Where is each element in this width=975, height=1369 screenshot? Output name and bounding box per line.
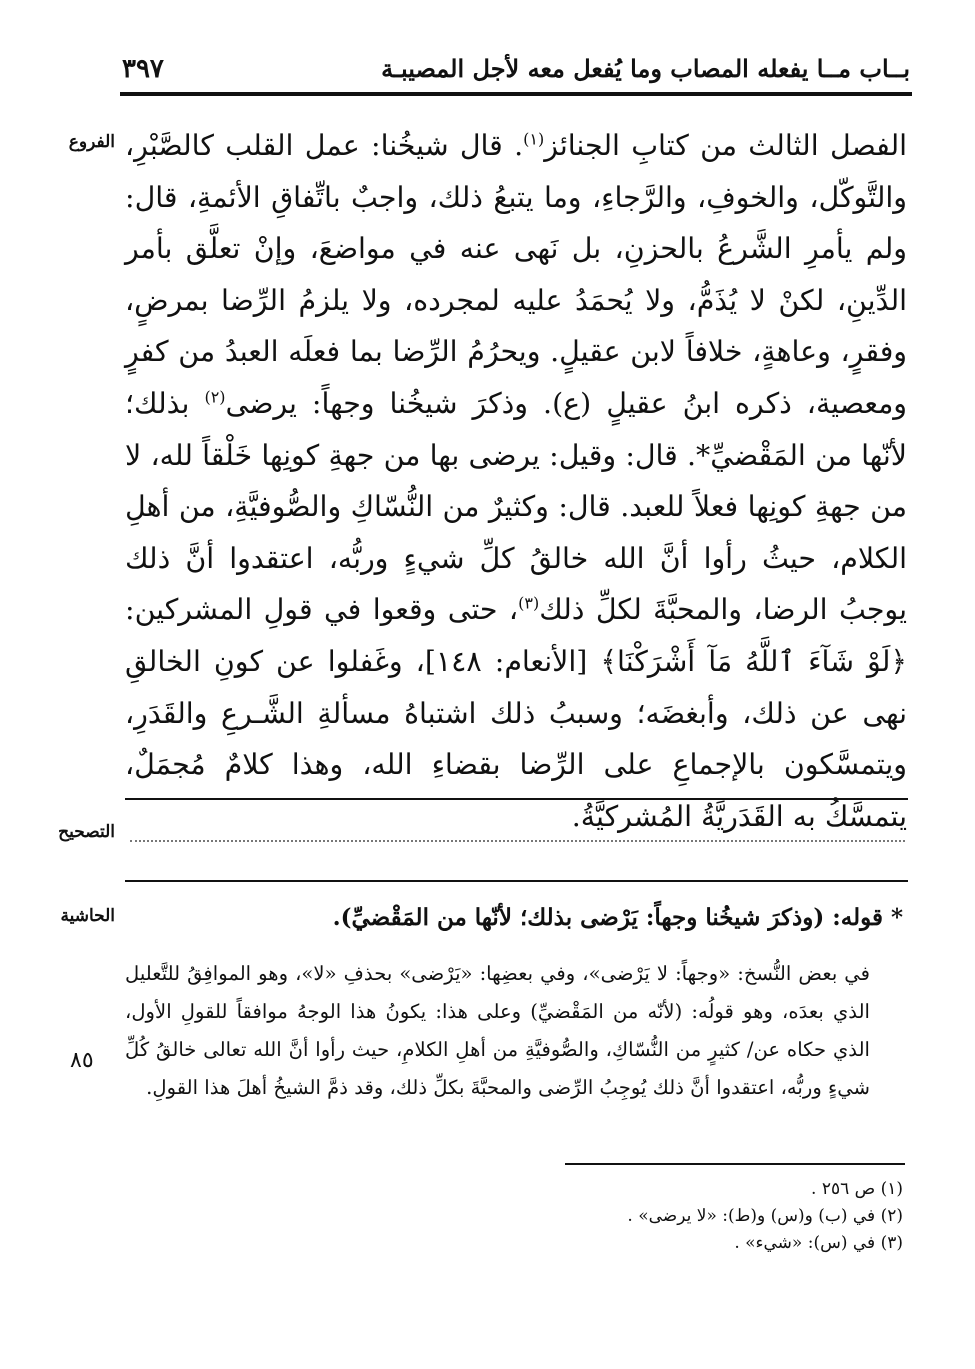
main-text	[125, 120, 907, 842]
header-divider	[120, 92, 912, 96]
footnotes	[303, 1176, 903, 1257]
footnote-1: (١) ص ٢٥٦ .	[811, 1179, 903, 1199]
section-label-furu: الفروع	[68, 132, 115, 152]
footnote-ref-1[interactable]: (١)	[523, 129, 545, 149]
section-label-hashiya: الحاشية	[60, 906, 115, 926]
footnote-ref-2[interactable]: (٢)	[204, 387, 226, 407]
main-text-segment: ، حتى وقعوا في قولِ المشركين: ﴿لَوْ شَآءَ ٱللَّهُ مَآ أَشْرَكْنَا﴾ [الأنعام: ١٤٨]، وغَفلوا عن كونِ الخالقِ نهى عن ذلك، وأبغضَه؛ وسببُ ذلك اشتباهُ مسألةِ الشَّـرعِ والقَدَرِ، ويتمسَّكون بالإجماعِ على الرِّضا بقضاءِ الله، وهذا كلامٌ مُجمَلٌ، يتمسَّكُ به القَدَريَّةُ المُشركيَّةُ.	[125, 593, 907, 833]
footnote-ref-3[interactable]: (٣)	[518, 593, 540, 613]
divider-bottom	[125, 880, 908, 882]
margin-number: ٨٥	[70, 1048, 94, 1073]
section-label-tashih: التصحيح	[58, 822, 115, 842]
main-text-segment: الفصل الثالث من كتابِ الجنائز	[544, 129, 907, 162]
chapter-title: بــاب مــا يفعله المصاب وما يُفعل معه لأجل المصيبـة	[381, 54, 910, 83]
footnote-3: (٣) في (س): «شيء» .	[734, 1233, 903, 1253]
main-text-segment: . قال شيخُنا: عمل القلب كالصَّبْرِ، والتَّوكّل، والخوفِ، والرَّجاءِ، وما يتبعُ ذلك، واجبٌ باتِّفاقِ الأئمةِ، قال: ولم يأمرِ الشَّرعُ بالحزنِ، بل نَهى عنه في مواضعَ، وإنْ تعلَّق بأمر الدِّينِ، لكنْ لا يُذَمُّ، ولا يُحمَدُ عليه لمجرده، ولا يلزمُ الرِّضا بمرضٍ، وفقرٍ، وعاهةٍ، خلافاً لابن عقيلٍ. ويحرُمُ الرِّضا بما فعلَه العبدُ من كفرٍ ومعصية، ذكره ابنُ عقيلٍ (ع). وذكرَ شيخُنا وجهاً: يرضى	[125, 129, 907, 420]
hashiya-body: في بعض النُّسخ: «وجهاً: لا يَرْضى»، وفي بعضِها: «يَرْضى» بحذفِ «لا»، وهو الموافِقُ للتَّعليل الذي بعدَه، وهو قولُه: (لأنّه من المَقْضيِّ) وعلى هذا: يكونُ هذا الوجهُ موافقاً للقولِ الأول، الذي حكاه عن/ كثيرٍ من النُّسّاكِ، والصُّوفيَّةِ من أهلِ الكلامِ، حيث رأوا أنَّ الله تعالى خالقُ كُلِّ شيءٍ وربُّه، اعتقدوا أنَّ ذلك يُوجِبُ الرِّضى والمحبَّةَ بكلِّ ذلك، وقد ذمَّ الشيخُ أهلَ هذا القولِ.	[125, 962, 870, 1099]
footnote-divider	[565, 1163, 905, 1165]
divider-top	[125, 798, 908, 800]
hashiya-heading: * قوله: (وذكرَ شيخُنا وجهاً: يَرْضى بذلك؛ لأنّها من المَقْضيِّ).	[332, 904, 903, 931]
page-number: ٣٩٧	[122, 54, 164, 84]
running-header	[120, 52, 910, 90]
tashih-dotted-line	[130, 840, 905, 842]
main-text-segment: بذلك؛ لأنّها من المَقْضيِّ*. قال: وقيل: يرضى بها من جهةِ كونِها خَلْقاً لله، لا من جهةِ كونِها فعلاً للعبد. قال: وكثيرٌ من النُّسّاكِ والصُّوفيَّةِ، من أهلِ الكلام، حيثُ رأوا أنَّ الله خالقُ كلِّ شيءٍ وربُّه، اعتقدوا أنَّ ذلك يوجبُ الرضا، والمحبَّةَ لكلِّ ذلك	[125, 386, 908, 627]
main-paragraph	[125, 120, 907, 842]
footnote-2: (٢) في (ب) و(س) و(ط): «لا يرضى» .	[627, 1206, 903, 1226]
